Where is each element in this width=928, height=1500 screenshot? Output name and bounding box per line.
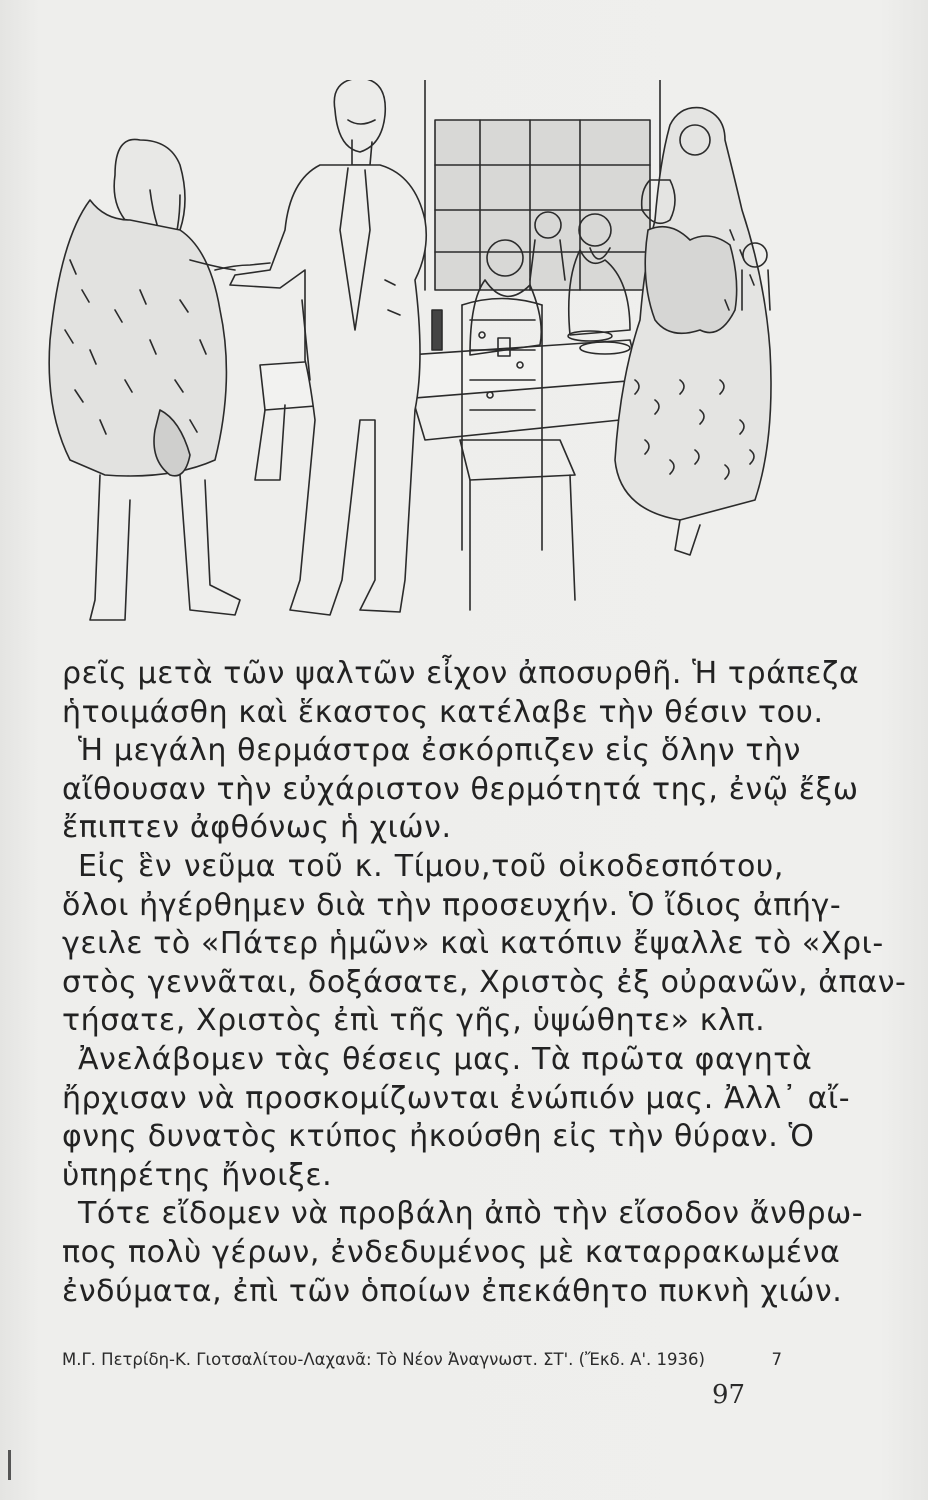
text-line: φνης δυνατὸς κτύπος ἠκούσθη εἰς τὴν θύραν. Ὁ bbox=[62, 1119, 815, 1155]
text-line: ἔπιπτεν ἀφθόνως ἡ χιών. bbox=[62, 810, 452, 846]
footnote bbox=[62, 1350, 782, 1369]
text-line: ὑπηρέτης ἤνοιξε. bbox=[62, 1157, 333, 1193]
text-line: πος πολὺ γέρων, ἐνδεδυμένος μὲ καταρρακωμένα bbox=[62, 1234, 841, 1270]
text-line: Εἰς ἓν νεῦμα τοῦ κ. Τίμου,τοῦ οἰκοδεσπότου, bbox=[78, 848, 784, 884]
old-man-figure bbox=[49, 139, 270, 620]
host-figure bbox=[230, 80, 426, 615]
text-line: ὅλοι ἠγέρθημεν διὰ τὴν προσευχήν. Ὁ ἴδιος ἀπήγ- bbox=[62, 887, 842, 923]
text-line: Ἡ μεγάλη θερμάστρα ἐσκόρπιζεν εἰς ὅλην τὴν bbox=[78, 733, 801, 769]
illustration-drawing bbox=[30, 80, 790, 640]
illustration bbox=[30, 80, 790, 640]
text-line: ρεῖς μετὰ τῶν ψαλτῶν εἶχον ἀποσυρθῆ. Ἡ τράπεζα bbox=[62, 656, 860, 691]
text-line: γειλε τὸ «Πάτερ ἡμῶν» καὶ κατόπιν ἔψαλλε τὸ «Χρι- bbox=[62, 926, 884, 962]
text-line: αἴθουσαν τὴν εὐχάριστον θερμότητά της, ἐνῷ ἔξω bbox=[62, 771, 859, 807]
text-line: ἐνδύματα, ἐπὶ τῶν ὁποίων ἐπεκάθητο πυκνὴ χιών. bbox=[62, 1273, 843, 1309]
window bbox=[425, 80, 660, 290]
text-line: ἤρχισαν νὰ προσκομίζωνται ἐνώπιόν μας. Ἀλλ᾽ αἴ- bbox=[62, 1080, 851, 1116]
text-line: Τότε εἴδομεν νὰ προβάλη ἀπὸ τὴν εἴσοδον ἄνθρω- bbox=[78, 1196, 864, 1232]
signature-mark: 7 bbox=[771, 1350, 782, 1369]
text-line: ἡτοιμάσθη καὶ ἕκαστος κατέλαβε τὴν θέσιν του. bbox=[62, 694, 824, 730]
margin-mark bbox=[8, 1450, 11, 1480]
footnote-citation: Μ.Γ. Πετρίδη-Κ. Γιοτσαλίτου-Λαχανᾶ: Τὸ Νέον Ἀναγνωστ. ΣΤ'. (Ἔκδ. Α'. 1936) bbox=[62, 1350, 705, 1369]
text-line: στὸς γεννᾶται, δοξάσατε, Χριστὸς ἐξ οὐρανῶν, ἀπαν- bbox=[62, 964, 907, 1000]
text-line: τήσατε, Χριστὸς ἐπὶ τῆς γῆς, ὑψώθητε» κλπ. bbox=[62, 1003, 766, 1039]
page-number: 97 bbox=[712, 1380, 746, 1410]
body-text bbox=[62, 655, 907, 1311]
text-line: Ἀνελάβομεν τὰς θέσεις μας. Τὰ πρῶτα φαγητὰ bbox=[78, 1041, 813, 1077]
